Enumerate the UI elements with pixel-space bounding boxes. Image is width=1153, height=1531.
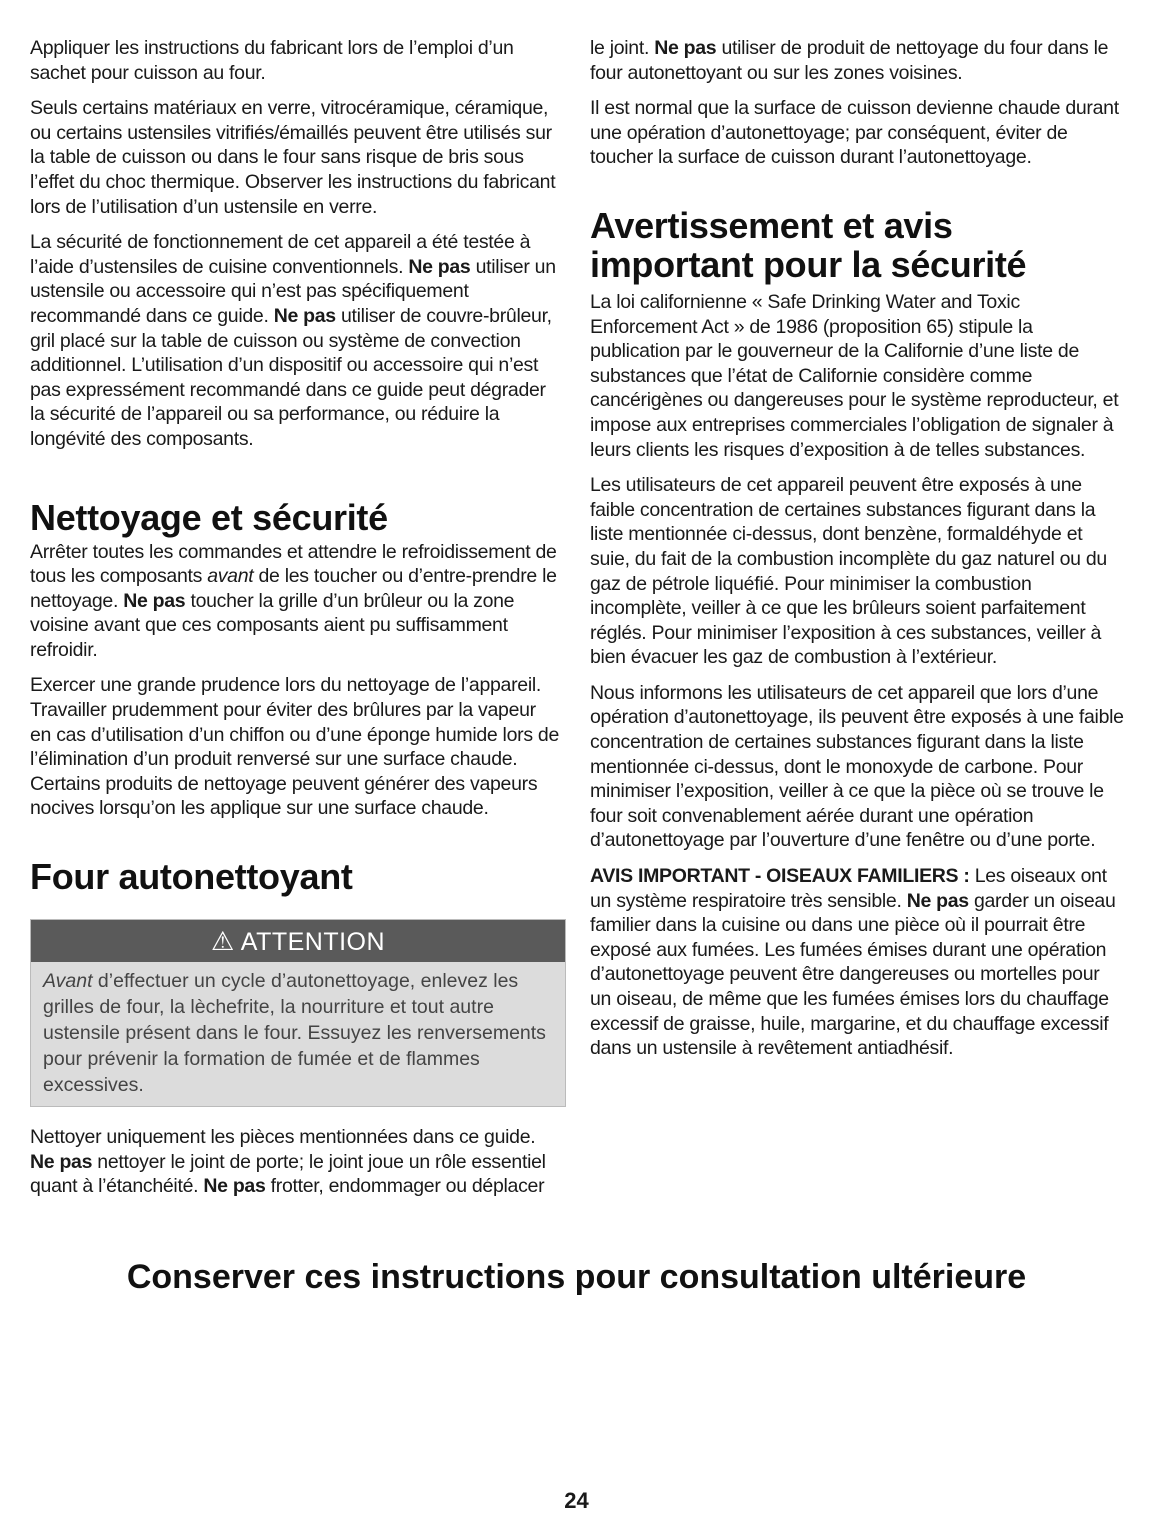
emphasis-ne-pas: Ne pas: [203, 1175, 266, 1198]
emphasis-ne-pas: Ne pas: [123, 589, 186, 612]
text-span: utiliser de produit de nettoyage du four dans le four autonettoyant ou sur les zones voisines.: [590, 37, 1109, 84]
emphasis-ne-pas: Ne pas: [408, 255, 471, 278]
paragraph-door-gasket: [30, 1125, 560, 1199]
emphasis-ne-pas: Ne pas: [30, 1150, 93, 1173]
heading-cleaning-safety: Nettoyage et sécurité: [30, 496, 388, 538]
page-number: 24: [564, 1488, 589, 1513]
attention-title: ATTENTION: [240, 928, 386, 957]
text-span: d’effectuer un cycle d’autonettoyage, enlevez les grilles de four, la lèchefrite, la nourriture et tout autre ustensile présent dans le four. Essuyez les renversements pour prévenir la formation de fumée et de flammes excessives.: [43, 970, 546, 1097]
emphasis-avant: avant: [207, 565, 254, 588]
emphasis-bird-notice: AVIS IMPORTANT - OISEAUX FAMILIERS :: [590, 865, 970, 888]
text-span: Les oiseaux ont un système respiratoire très sensible.: [590, 865, 1107, 912]
heading-self-clean-oven: Four autonettoyant: [30, 856, 353, 898]
attention-box: [30, 919, 566, 1107]
text-span: de les toucher ou d’entre-prendre le nettoyage.: [30, 565, 557, 612]
paragraph-oven-bag: Appliquer les instructions du fabricant lors de l’emploi d’un sachet pour cuisson au four.: [30, 37, 514, 84]
attention-header: [31, 920, 565, 962]
paragraph-cool-down: [30, 540, 560, 663]
paragraph-glass-materials: Seuls certains matériaux en verre, vitrocéramique, céramique, ou certains ustensiles vitrifiés/émaillés peuvent être utilisés sur la table de cuisson ou dans le four sans risque de bris sous l’effet du choc thermique. Observer les instructions du fabricant lors de l’utilisation d’un ustensile en verre.: [30, 97, 556, 218]
text-span: frotter, endommager ou déplacer: [265, 1175, 545, 1198]
paragraph-combustion-exposure: Les utilisateurs de cet appareil peuvent être exposés à une faible concentration de certaines substances figurant dans la liste mentionnée ci-dessus, dont benzène, formaldéhyde et suie, du fait de la combustion incomplète du gaz naturel ou du gaz de pétrole liquéfié. Pour minimiser la combustion incomplète, veiller à ce que les brûleurs soient parfaitement réglés. Pour minimiser l’exposition à ces substances, veiller à bien évacuer les gaz de combustion à l’extérieur.: [590, 474, 1107, 669]
paragraph-self-clean-exposure: Nous informons les utilisateurs de cet appareil que lors d’une opération d’autonettoyage, ils peuvent être exposés à une faible concentration de certaines substances figurant dans la liste mentionnée ci-dessus, dont le monoxyde de carbone. Pour minimiser l’exposition, veiller à ce que la pièce où se trouve le four soit convenablement aérée durant une opération d’autonettoyage par l’ouverture d’une fenêtre ou d’une porte.: [590, 681, 1124, 852]
emphasis-ne-pas: Ne pas: [906, 889, 969, 912]
text-span: Nettoyer uniquement les pièces mentionnées dans ce guide.: [30, 1126, 536, 1149]
footer-title: Conserver ces instructions pour consultation ultérieure: [126, 1258, 1027, 1296]
text-span: La sécurité de fonctionnement de cet appareil a été testée à l’aide d’ustensiles de cuisine conventionnels.: [30, 231, 531, 278]
heading-safety-warning: Avertissement et avis important pour la sécurité: [590, 204, 1027, 285]
paragraph-cleaning-caution: Exercer une grande prudence lors du nettoyage de l’appareil. Travailler prudemment pour éviter des brûlures par la vapeur en cas d’utilisation d’un chiffon ou d’une éponge humide lors de l’élimination d’un produit renversé sur une surface chaude. Certains produits de nettoyage peuvent générer des vapeurs nocives lorsqu’on les applique sur une surface chaude.: [30, 674, 559, 820]
emphasis-avant: Avant: [43, 970, 93, 993]
warning-triangle-icon: ⚠: [210, 926, 235, 957]
text-span: garder un oiseau familier dans la cuisine ou dans une pièce où il pourrait être exposé aux fumées. Les fumées émises durant une opération d’autonettoyage peuvent être dangereuses ou mortelles pour un oiseau, de même que les fumées émises lors du chauffage excessif de graisse, huile, margarine, et du chauffage excessif dans un ustensile à revêtement antiadhésif.: [590, 889, 1116, 1060]
paragraph-gasket-continued: [590, 36, 1125, 85]
right-column: [590, 36, 1125, 1072]
paragraph-hot-surface: Il est normal que la surface de cuisson devienne chaude durant une opération d’autonettoyage; par conséquent, éviter de toucher la surface de cuisson durant l’autonettoyage.: [590, 97, 1119, 169]
text-span: Arrêter toutes les commandes et attendre le refroidissement de tous les composants: [30, 540, 557, 588]
emphasis-ne-pas: Ne pas: [654, 37, 717, 59]
text-span: toucher la grille d’un brûleur ou la zone voisine avant que ces composants aient pu suffisamment refroidir.: [30, 589, 515, 661]
paragraph-prop-65: La loi californienne « Safe Drinking Water and Toxic Enforcement Act » de 1986 (proposition 65) stipule la publication par le gouverneur de la Californie d’une liste de substances que l’état de Californie considère comme cancérigènes ou dangereuses pour le système reproducteur, et impose aux entreprises commerciales l’obligation de signaler à leurs clients les risques d’exposition à de telles substances.: [590, 290, 1119, 461]
paragraph-pet-birds: [590, 864, 1125, 1061]
emphasis-ne-pas: Ne pas: [273, 304, 336, 327]
paragraph-utensil-safety: [30, 230, 560, 451]
text-span: utiliser un ustensile ou accessoire qui n’est pas spécifiquement recommandé dans ce guide.: [30, 255, 556, 327]
attention-body: [31, 962, 565, 1106]
text-span: nettoyer le joint de porte; le joint joue un rôle essentiel quant à l’étanchéité.: [30, 1150, 546, 1198]
text-span: le joint.: [590, 37, 655, 59]
left-column: [30, 36, 560, 1210]
text-span: utiliser de couvre-brûleur, gril placé sur la table de cuisson ou système de convection additionnel. L’utilisation d’un dispositif ou accessoire qui n’est pas expressément recommandé dans ce guide peut dégrader la sécurité de l’appareil ou sa performance, ou réduire la longévité des composants.: [30, 304, 552, 450]
